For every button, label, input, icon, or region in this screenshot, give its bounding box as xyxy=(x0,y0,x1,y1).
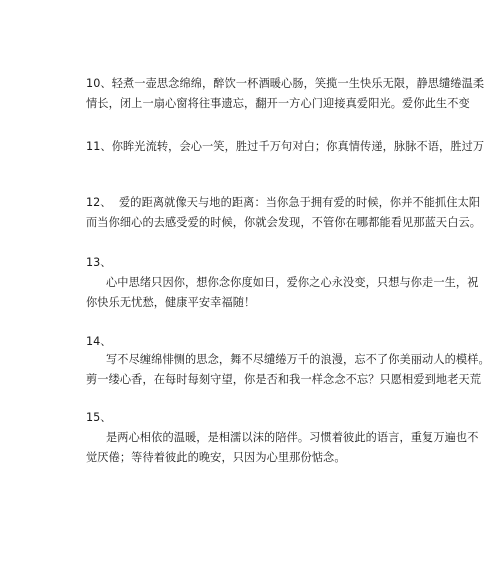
entry-15-number: 15、 xyxy=(86,411,112,424)
entry-15-line-1: 是两心相依的温暖，是相濡以沫的陪伴。习惯着彼此的语言，重复万遍也不 xyxy=(106,431,479,444)
entry-11-line-1: 11、你眸光流转，会心一笑，胜过千万句对白；你真情传递，脉脉不语，胜过万 xyxy=(86,140,485,153)
entry-14-line-1: 写不尽缠绵悱恻的思念，舞不尽缱绻万千的浪漫，忘不了你美丽动人的模样。 xyxy=(106,353,490,366)
entry-12-line-1: 爱的距离就像天与地的距离：当你急于拥有爱的时候，你并不能抓住太阳 xyxy=(119,196,481,209)
entry-13-number: 13、 xyxy=(86,256,112,269)
entry-14-line-2: 剪一缕心香，在每时每刻守望，你是否和我一样念念不忘？只愿相爱到地老天荒 xyxy=(86,373,482,386)
entry-12-number: 12、 xyxy=(86,196,112,209)
entry-13-line-1: 心中思绪只因你，想你念你度如日，爱你之心永没变，只想与你走一生，祝 xyxy=(106,276,479,289)
entry-12-line-2: 而当你细心的去感受爱的时候，你就会发现，不管你在哪都能看见那蓝天白云。 xyxy=(86,216,482,229)
entry-10-line-1: 10、轻煮一壶思念绵绵，醉饮一杯酒暖心肠，笑揽一生快乐无限，静思缱绻温柔 xyxy=(86,77,485,90)
entry-14-number: 14、 xyxy=(86,335,112,348)
entry-13-line-2: 你快乐无忧愁，健康平安幸福随！ xyxy=(86,296,256,309)
entry-10-line-2: 情长，闭上一扇心窗将往事遗忘，翻开一方心门迎接真爱阳光。爱你此生不变 xyxy=(86,97,470,110)
entry-15-line-2: 觉厌倦；等待着彼此的晚安，只因为心里那份惦念。 xyxy=(86,451,346,464)
